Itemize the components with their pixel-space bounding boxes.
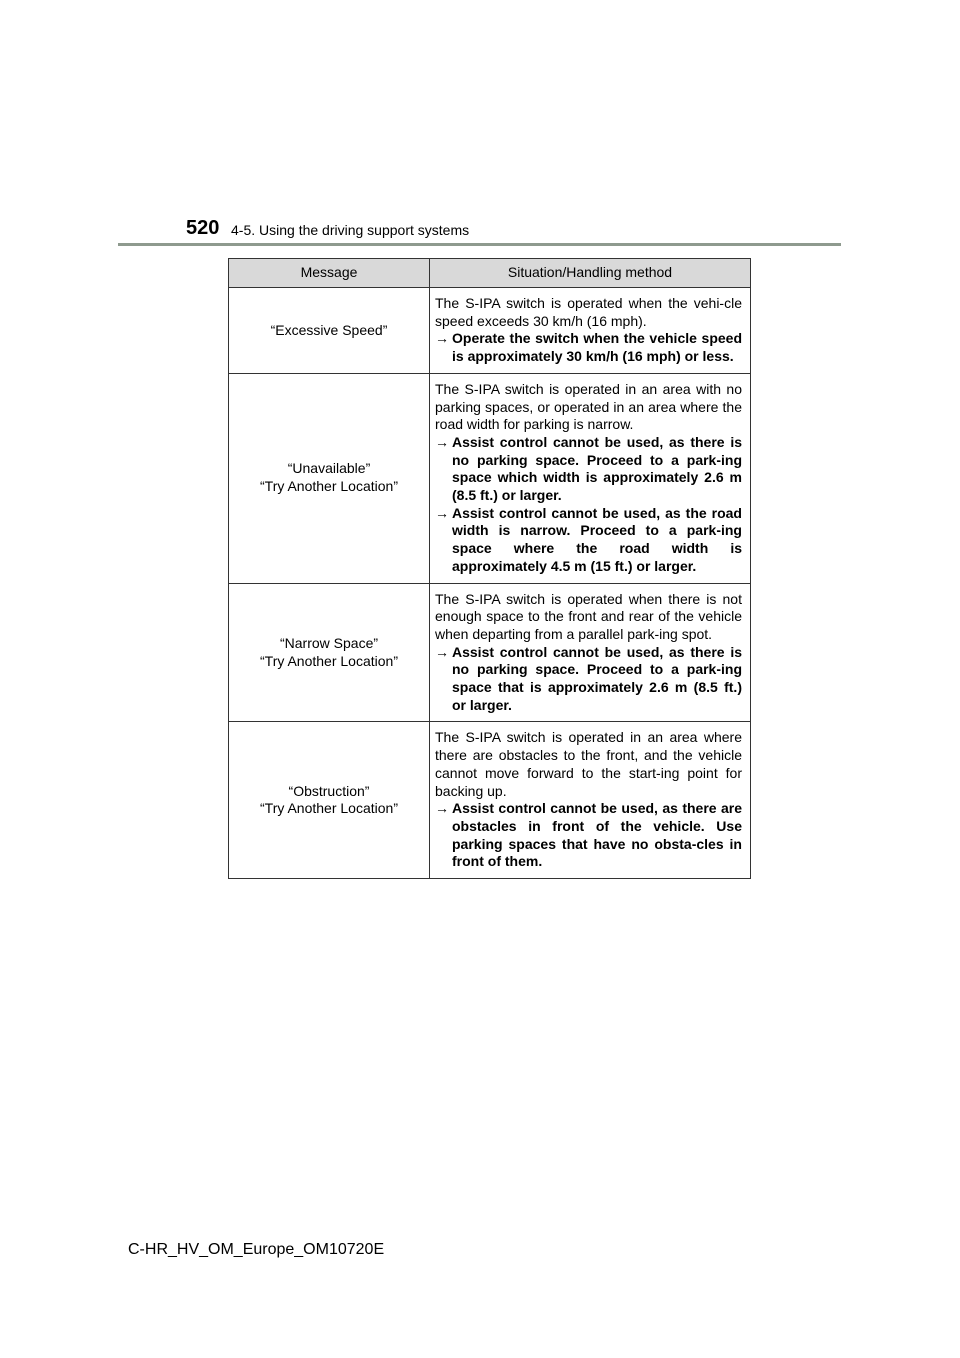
situation-text: The S-IPA switch is operated when there is not enough space to the front and rear of the vehicle when departing from a parallel park-ing spot.	[435, 590, 742, 642]
situation-cell	[430, 288, 751, 374]
table-row	[229, 583, 751, 722]
message-text: “Obstruction”	[288, 782, 370, 799]
arrow-right-icon: →	[435, 800, 449, 817]
message-table	[228, 258, 751, 879]
column-header-message: Message	[229, 259, 430, 288]
handling-step	[435, 505, 742, 576]
handling-step	[435, 330, 742, 365]
message-cell	[229, 373, 430, 583]
table-row	[229, 373, 751, 583]
arrow-right-icon: →	[435, 433, 449, 450]
message-text: “Try Another Location”	[260, 478, 398, 495]
handling-text: Assist control cannot be used, as there is no parking space. Proceed to a park-ing space which width is approximately 2.6 m (8.5 ft.) or larger.	[452, 433, 742, 504]
header-divider	[118, 243, 841, 246]
table-row	[229, 288, 751, 374]
message-text: “Excessive Speed”	[270, 321, 388, 338]
handling-step	[435, 800, 742, 871]
message-cell	[229, 722, 430, 879]
column-header-situation: Situation/Handling method	[430, 259, 751, 288]
situation-cell	[430, 373, 751, 583]
message-text: “Unavailable”	[287, 460, 371, 477]
situation-text: The S-IPA switch is operated when the vehi-cle speed exceeds 30 km/h (16 mph).	[435, 295, 742, 329]
message-cell	[229, 583, 430, 722]
page-number: 520	[186, 217, 220, 239]
handling-step	[435, 644, 742, 715]
arrow-right-icon: →	[435, 330, 449, 347]
situation-cell	[430, 583, 751, 722]
situation-text: The S-IPA switch is operated in an area with no parking spaces, or operated in an area where the road width for parking is narrow.	[435, 380, 742, 433]
handling-text: Assist control cannot be used, as there is no parking space. Proceed to a park-ing space that is approximately 2.6 m (8.5 ft.) or larger.	[452, 643, 742, 713]
situation-cell	[430, 722, 751, 879]
section-title: 4-5. Using the driving support systems	[231, 222, 470, 238]
handling-text: Assist control cannot be used, as there are obstacles in front of the vehicle. Use parking spaces that have no obsta-cles in front of them.	[452, 800, 742, 870]
message-cell	[229, 288, 430, 374]
handling-text: Operate the switch when the vehicle speed is approximately 30 km/h (16 mph) or less.	[452, 330, 742, 365]
table-header-row	[229, 259, 751, 288]
message-text: “Narrow Space”	[279, 634, 379, 651]
arrow-right-icon: →	[435, 504, 449, 521]
handling-text: Assist control cannot be used, as the road width is narrow. Proceed to a park-ing space where the road width is approximately 4.5 m (15 ft.) or larger.	[452, 504, 742, 574]
arrow-right-icon: →	[435, 643, 449, 660]
table-row	[229, 722, 751, 879]
message-text: “Try Another Location”	[260, 652, 398, 669]
document-code: C-HR_HV_OM_Europe_OM10720E	[128, 1241, 385, 1258]
message-text: “Try Another Location”	[260, 800, 398, 817]
handling-step	[435, 434, 742, 505]
situation-text: The S-IPA switch is operated in an area where there are obstacles to the front, and the vehicle cannot move forward to the start-ing point for backing up.	[435, 729, 742, 799]
